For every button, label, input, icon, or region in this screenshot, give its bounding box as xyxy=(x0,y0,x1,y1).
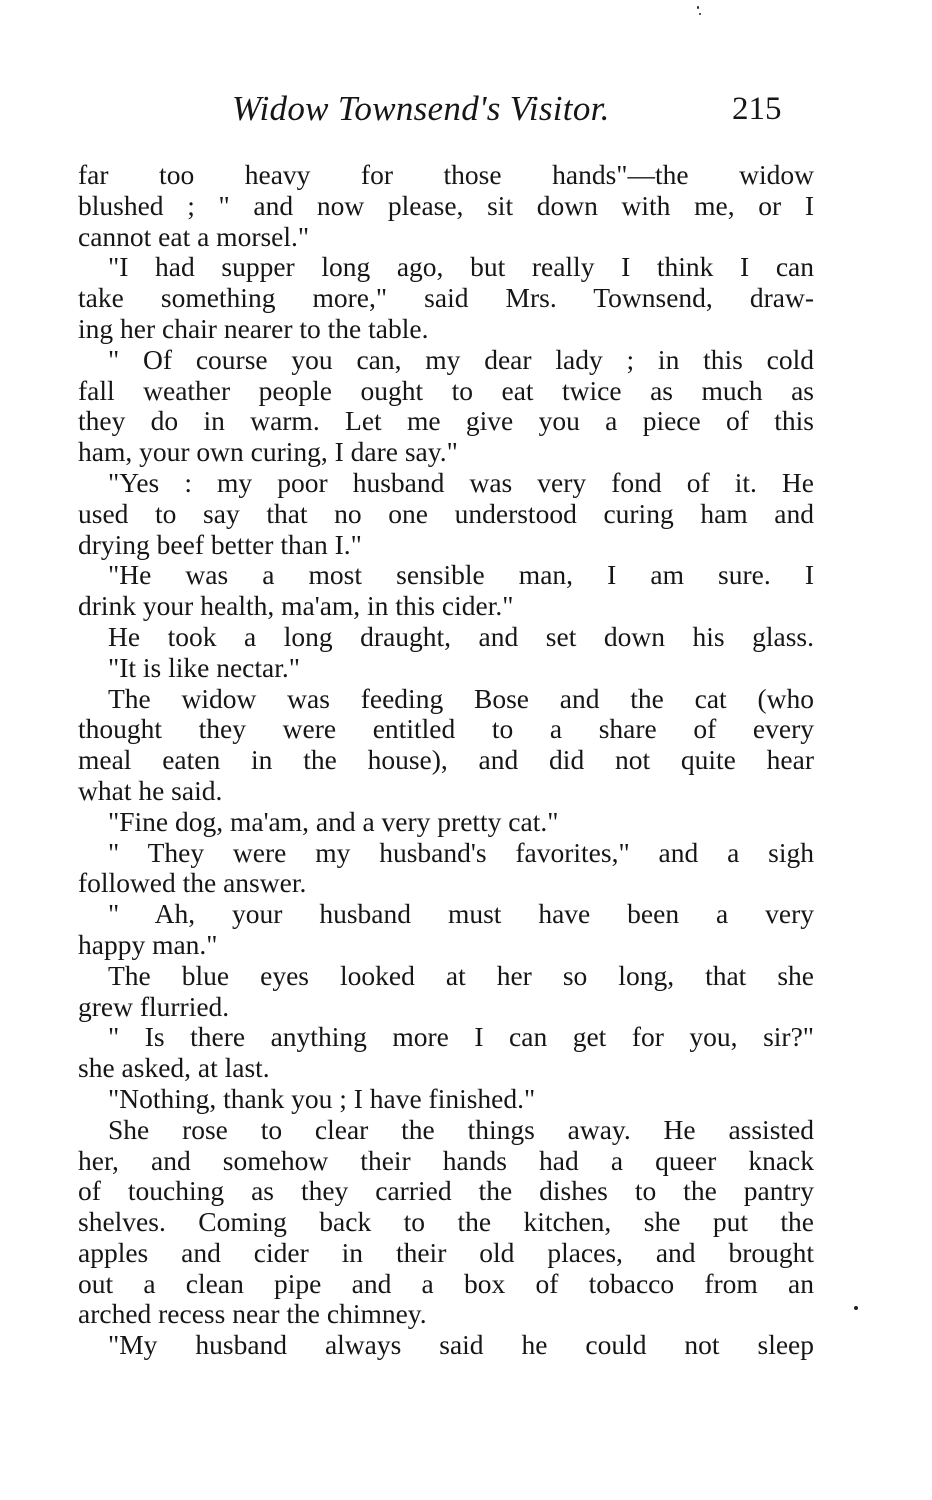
text-line: He took a long draught, and set down his glass. xyxy=(108,620,814,652)
text-line: they do in warm. Let me give you a piece of this xyxy=(78,405,814,437)
text-line: cannot eat a morsel." xyxy=(78,220,310,252)
text-line: followed the answer. xyxy=(78,867,307,899)
text-line: " They were my husband's favorites," and a sigh xyxy=(108,836,814,868)
page-number: 215 xyxy=(732,91,782,127)
text-line: of touching as they carried the dishes to the pantry xyxy=(78,1175,814,1207)
body-text xyxy=(78,160,814,1361)
text-line: shelves. Coming back to the kitchen, she put the xyxy=(78,1206,814,1238)
text-line: The blue eyes looked at her so long, that she xyxy=(108,959,814,991)
text-line: grew flurried. xyxy=(78,990,230,1022)
text-line: far too heavy for those hands"—the widow xyxy=(78,159,814,190)
text-line: blushed ; " and now please, sit down with me, or I xyxy=(78,189,814,221)
text-line: she asked, at last. xyxy=(78,1052,270,1084)
text-line: what he said. xyxy=(78,774,223,806)
text-line: meal eaten in the house), and did not quite hear xyxy=(78,744,814,776)
text-line: arched recess near the chimney. xyxy=(78,1298,427,1330)
text-line: ham, your own curing, I dare say." xyxy=(78,436,458,468)
text-line: ing her chair nearer to the table. xyxy=(78,312,429,344)
text-line: " Ah, your husband must have been a very xyxy=(108,898,814,930)
text-line: happy man." xyxy=(78,928,218,960)
text-line: The widow was feeding Bose and the cat (who xyxy=(108,682,814,714)
ink-speck xyxy=(697,6,699,9)
text-line: "Yes : my poor husband was very fond of it. He xyxy=(108,466,814,498)
text-line: "Fine dog, ma'am, and a very pretty cat." xyxy=(108,805,559,837)
text-line: thought they were entitled to a share of every xyxy=(78,713,814,745)
text-line: apples and cider in their old places, and brought xyxy=(78,1236,814,1268)
text-line: drying beef better than I." xyxy=(78,528,362,560)
text-line: She rose to clear the things away. He assisted xyxy=(108,1113,814,1145)
text-line: "It is like nectar." xyxy=(108,651,300,683)
text-line: " Is there anything more I can get for you, sir?" xyxy=(108,1021,814,1053)
text-line: "Nothing, thank you ; I have finished." xyxy=(108,1082,536,1114)
ink-speck xyxy=(854,1306,858,1310)
text-line: "He was a most sensible man, I am sure. I xyxy=(108,559,814,591)
running-title: Widow Townsend's Visitor. xyxy=(232,89,610,128)
text-line: " Of course you can, my dear lady ; in this cold xyxy=(108,343,814,375)
text-line: out a clean pipe and a box of tobacco from an xyxy=(78,1267,814,1299)
text-line: "My husband always said he could not sleep xyxy=(108,1329,814,1361)
text-line: fall weather people ought to eat twice as much as xyxy=(78,374,814,406)
text-line: drink your health, ma'am, in this cider." xyxy=(78,590,514,622)
text-line: her, and somehow their hands had a queer knack xyxy=(78,1144,814,1176)
text-line: used to say that no one understood curing ham and xyxy=(78,497,814,529)
running-head xyxy=(0,88,932,138)
text-line: "I had supper long ago, but really I think I can xyxy=(108,251,814,283)
text-line: take something more," said Mrs. Townsend, draw- xyxy=(78,282,814,314)
ink-speck xyxy=(699,13,701,15)
